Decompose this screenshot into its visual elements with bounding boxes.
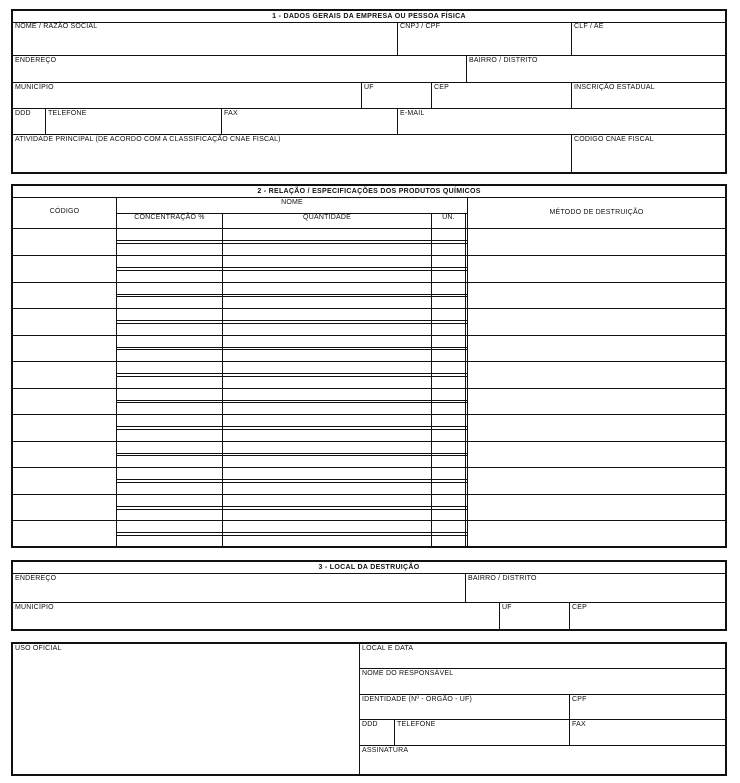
codigo-cnae-label: CÓDIGO CNAE FISCAL: [574, 136, 654, 143]
section-3-title: 3 - LOCAL DA DESTRUIÇÃO: [13, 562, 725, 574]
atividade-label: ATIVIDADE PRINCIPAL (DE ACORDO COM A CLASSIFICAÇÃO CNAE FISCAL): [15, 136, 281, 143]
section-destruction-location: [11, 560, 727, 631]
local-uf-label: UF: [502, 604, 512, 611]
atividade-field[interactable]: [13, 135, 571, 172]
section-chemical-products: [11, 184, 727, 548]
nome-label: NOME / RAZÃO SOCIAL: [15, 23, 98, 30]
clf-field[interactable]: [572, 22, 727, 55]
cnpj-label: CNPJ / CPF: [400, 23, 441, 30]
local-data-field[interactable]: [360, 644, 726, 668]
resp-telefone-field[interactable]: [395, 720, 569, 745]
municipio-label: MUNICÍPIO: [15, 84, 54, 91]
codigo-cnae-field[interactable]: [572, 135, 727, 172]
section-company-data: [11, 9, 727, 174]
ddd-field[interactable]: [13, 109, 45, 134]
products-table-grid: [13, 197, 725, 547]
email-field[interactable]: [398, 109, 727, 134]
endereco-field[interactable]: [13, 56, 466, 82]
identidade-field[interactable]: [360, 695, 569, 719]
local-endereco-label: ENDEREÇO: [15, 575, 57, 582]
local-municipio-field[interactable]: [13, 603, 499, 630]
inscricao-label: INSCRIÇÃO ESTADUAL: [574, 84, 655, 91]
local-bairro-label: BAIRRO / DISTRITO: [468, 575, 537, 582]
local-data-label: LOCAL E DATA: [362, 645, 414, 652]
resp-ddd-field[interactable]: [360, 720, 394, 745]
assinatura-field[interactable]: [360, 746, 726, 774]
concentracao-header: CONCENTRAÇÃO %: [134, 214, 205, 221]
bairro-field[interactable]: [467, 56, 727, 82]
responsavel-field[interactable]: [360, 669, 726, 694]
local-bairro-field[interactable]: [466, 574, 726, 602]
cnpj-field[interactable]: [398, 22, 571, 55]
quantidade-header: QUANTIDADE: [303, 214, 351, 221]
codigo-header: CÓDIGO: [49, 208, 80, 215]
section-official-signature: [11, 642, 727, 776]
municipio-field[interactable]: [13, 83, 361, 108]
identidade-label: IDENTIDADE (Nº - ÓRGÃO - UF): [362, 696, 473, 703]
telefone-label: TELEFONE: [48, 110, 87, 117]
ddd-label: DDD: [15, 110, 31, 117]
local-endereco-field[interactable]: [13, 574, 465, 602]
section-2-title: 2 - RELAÇÃO / ESPECIFICAÇÕES DOS PRODUTOS QUÍMICOS: [13, 186, 725, 198]
local-cep-label: CEP: [572, 604, 587, 611]
uf-label: UF: [364, 84, 374, 91]
cpf-field[interactable]: [570, 695, 726, 719]
local-uf-field[interactable]: [500, 603, 569, 630]
resp-telefone-label: TELEFONE: [397, 721, 436, 728]
endereco-label: ENDEREÇO: [15, 57, 57, 64]
fax-field[interactable]: [222, 109, 397, 134]
uso-oficial-area: [13, 644, 359, 774]
local-municipio-label: MUNICÍPIO: [15, 604, 54, 611]
metodo-header: MÉTODO DE DESTRUIÇÃO: [549, 209, 644, 216]
cep-field[interactable]: [432, 83, 571, 108]
uf-field[interactable]: [362, 83, 431, 108]
cep-label: CEP: [434, 84, 449, 91]
section-1-title: 1 - DADOS GERAIS DA EMPRESA OU PESSOA FÍSICA: [13, 11, 725, 23]
local-cep-field[interactable]: [570, 603, 726, 630]
inscricao-field[interactable]: [572, 83, 727, 108]
assinatura-label: ASSINATURA: [362, 747, 409, 754]
uso-oficial-label: USO OFICIAL: [15, 645, 62, 652]
nome-header: NOME: [281, 199, 303, 206]
telefone-field[interactable]: [46, 109, 221, 134]
email-label: E-MAIL: [400, 110, 425, 117]
un-header: UN.: [442, 214, 455, 221]
clf-label: CLF / AE: [574, 23, 604, 30]
nome-field[interactable]: [13, 22, 397, 55]
fax-label: FAX: [224, 110, 238, 117]
resp-ddd-label: DDD: [362, 721, 378, 728]
responsavel-label: NOME DO RESPONSÁVEL: [362, 670, 454, 677]
resp-fax-label: FAX: [572, 721, 586, 728]
resp-fax-field[interactable]: [570, 720, 726, 745]
bairro-label: BAIRRO / DISTRITO: [469, 57, 538, 64]
cpf-label: CPF: [572, 696, 587, 703]
